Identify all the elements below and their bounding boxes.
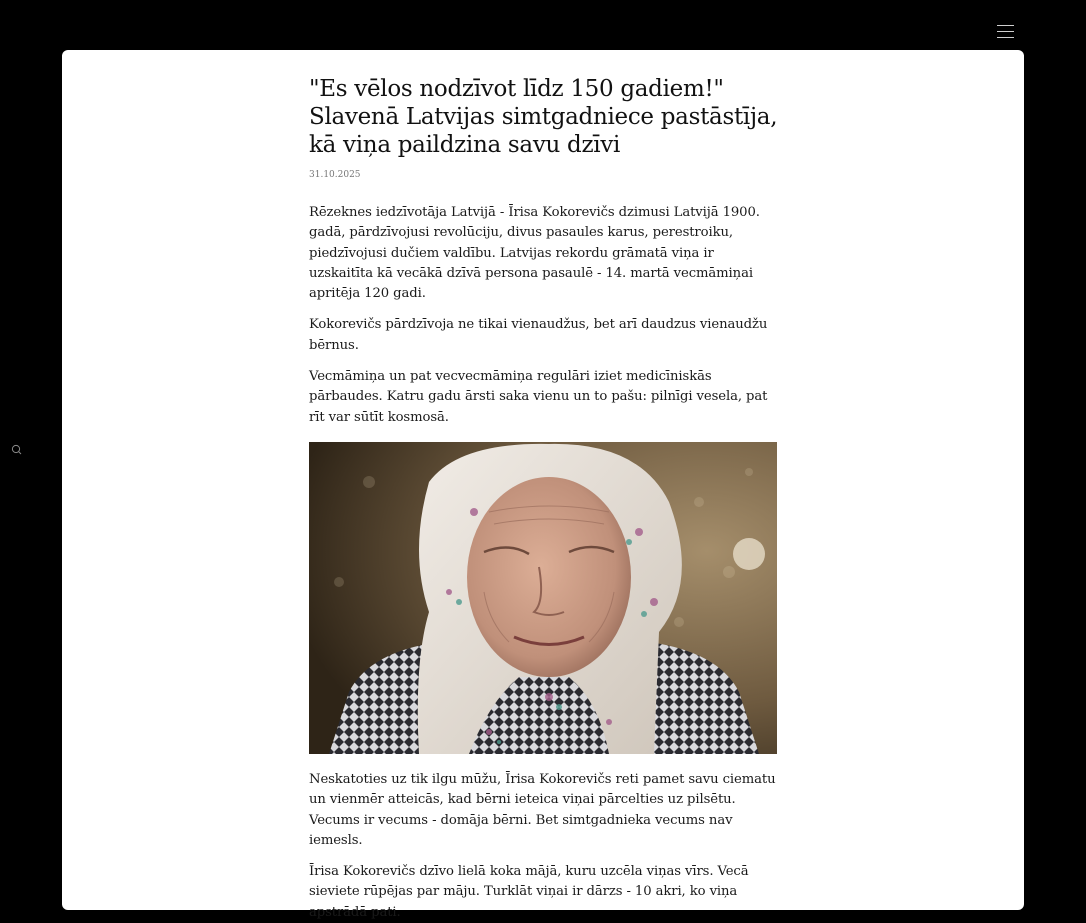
article-card [62, 50, 1024, 920]
article-paragraph: Kokorevičs pārdzīvoja ne tikai vienaudžus, bet arī daudzus vienaudžu bērnus. [309, 317, 768, 353]
menu-line [997, 37, 1014, 38]
article-date: 31.10.2025 [309, 170, 361, 180]
search-icon-glyph [10, 443, 24, 457]
search-icon[interactable] [10, 442, 24, 456]
article-photo [309, 442, 777, 754]
article-paragraph: Vecmāmiņa un pat vecvecmāmiņa regulāri iziet medicīniskās pārbaudes. Katru gadu ārsti saka vienu un to pašu: pilnīgi vesela, pat rīt var sūtīt kosmosā. [309, 369, 768, 425]
article-title: "Es vēlos nodzīvot līdz 150 gadiem!" Slavenā Latvijas simtgadniece pastāstīja, kā viņa paildzina savu dzīvi [309, 76, 778, 158]
hamburger-menu-button[interactable] [997, 22, 1015, 42]
article-paragraph: Īrisa Kokorevičs dzīvo lielā koka mājā, kuru uzcēla viņas vīrs. Vecā sieviete rūpējas par māju. Turklāt viņai ir dārzs - 10 akri, ko viņa apstrādā pati. [309, 864, 749, 920]
article-paragraph: Rēzeknes iedzīvotāja Latvijā - Īrisa Kokorevičs dzimusi Latvijā 1900. gadā, pārdzīvojusi revolūciju, divus pasaules karus, perestroiku, piedzīvojusi dučiem valdību. Latvijas rekordu grāmatā viņa ir uzskaitīta kā vecākā dzīvā persona pasaulē - 14. martā vecmāmiņai apritēja 120 gadi. [309, 205, 760, 302]
article [309, 75, 779, 923]
menu-line [997, 25, 1014, 26]
article-paragraph: Neskatoties uz tik ilgu mūžu, Īrisa Kokorevičs reti pamet savu ciematu un vienmēr atteicās, kad bērni ieteica viņai pārcelties uz pilsētu. Vecums ir vecums - domāja bērni. Bet simtgadnieka vecums nav iemesls. [309, 771, 776, 848]
menu-line [997, 31, 1014, 32]
